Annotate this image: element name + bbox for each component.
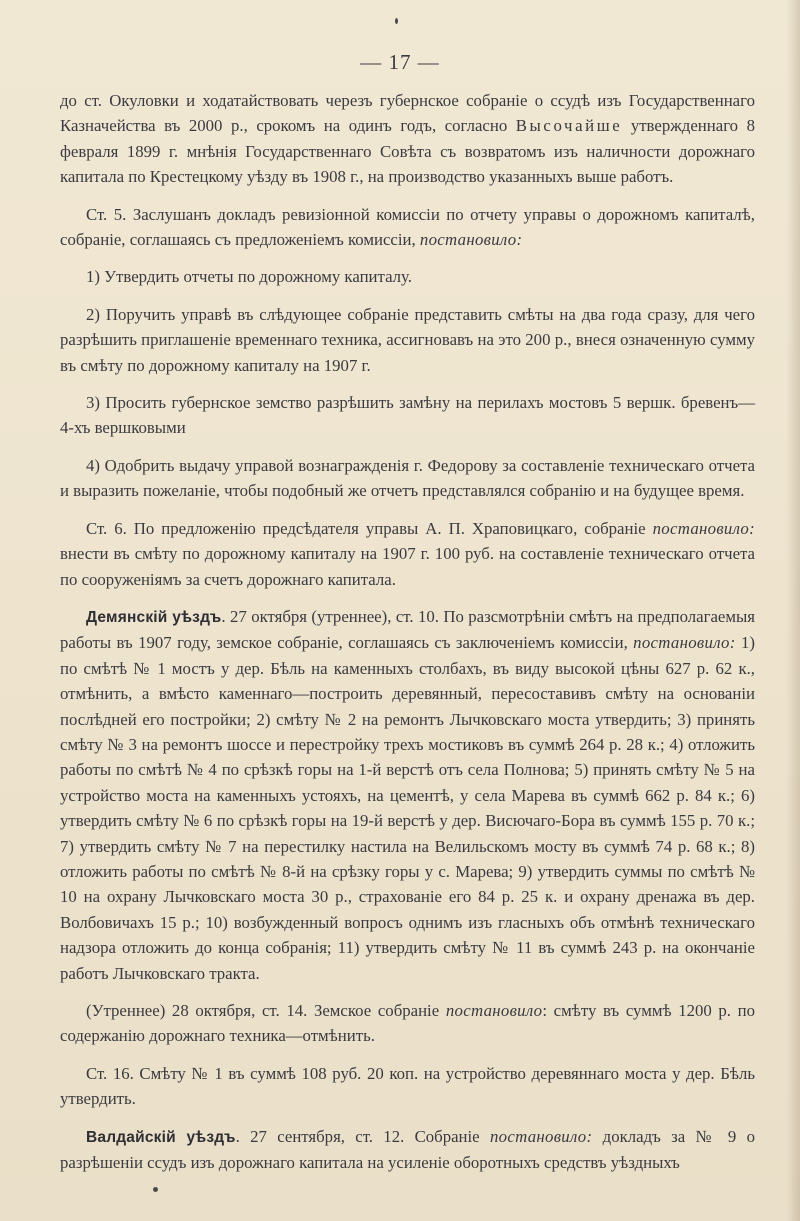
paragraph-text: : смѣту въ суммѣ 1200 р. по содержанію дорожнаго техника—отмѣнить. — [60, 1001, 755, 1046]
spaced-text: Высочайше — [515, 116, 623, 136]
paragraph-text: 1) по смѣтѣ № 1 мостъ у дер. Бѣль на каменныхъ столбахъ, въ виду высокой цѣны 627 р. 62 к., отмѣнить, а вмѣсто каменнаго—построить деревянный, пересоставивъ смѣту на основаніи послѣдней его постройки; 2) смѣту № 2 на ремонтъ Лычковскаго моста утвердить; 3) принять смѣту № 3 на ремонтъ шоссе и перестройку трехъ мостиковъ въ суммѣ 264 р. 28 к.; 4) отложить работы по смѣтѣ № 4 по срѣзкѣ горы на 1-й верстѣ отъ села Полнова; 5) принять смѣту № 5 на устройство моста на каменныхъ устояхъ, на цементѣ, у села Марева въ суммѣ 662 р. 84 к.; 6) утвердить смѣту № 6 по срѣзкѣ горы на 19-й верстѣ у дер. Висючаго-Бора въ суммѣ 155 р. 70 к.; 7) утвердить смѣту № 7 на перестилку настила на Велильскомъ мосту въ суммѣ 74 р. 68 к.; 8) отложить работы по смѣтѣ № 8-й на срѣзку горы у с. Марева; 9) утвердить суммы по смѣтѣ № 10 на охрану Лычковскаго моста 30 р., страхованіе его 84 р. 25 к. и охрану дренажа въ дер. Волбовичахъ 15 р.; 10) возбужденный вопросъ однимъ изъ гласныхъ объ отмѣнѣ техническаго надзора отложить до конца собранія; 11) утвердить смѣту № 11 въ суммѣ 243 р. на окончаніе работъ Лычковскаго тракта. — [60, 633, 755, 983]
paragraph — [60, 1061, 755, 1112]
emphasis-text: постановило: — [633, 633, 736, 653]
emphasis-text: постановило: — [489, 1126, 593, 1146]
paragraph-text: . 27 октября (утреннее), ст. 10. По разсмотрѣніи смѣтъ на предполагаемыя работы въ 1907 году, земское собраніе, соглашаясь съ заключеніемъ комиссіи, — [60, 606, 755, 653]
paragraph-text: . 27 сентября, ст. 12. Собраніе — [235, 1126, 490, 1146]
paragraph-text: (Утреннее) 28 октября, ст. 14. Земское собраніе — [86, 1001, 446, 1020]
paragraph — [60, 302, 755, 378]
paragraph — [60, 202, 755, 253]
paragraph-text: 3) Просить губернское земство разрѣшить замѣну на перилахъ мостовъ 5 вершк. бревенъ—4-хъ вершковыми — [60, 393, 755, 438]
emphasis-text: постановило: — [652, 518, 755, 538]
paragraph — [60, 453, 755, 504]
paragraph-text: внести въ смѣту по дорожному капиталу на 1907 г. 100 руб. на составленіе техническаго отчета по сооруженіямъ за счетъ дорожнаго капитала. — [60, 544, 755, 589]
paragraph-text: 1) Утвердить отчеты по дорожному капиталу. — [86, 267, 412, 287]
district-heading: Валдайскій уѣздъ — [86, 1128, 236, 1146]
paragraph — [60, 390, 755, 441]
page-body — [60, 88, 755, 1187]
paragraph-text: 4) Одобрить выдачу управой вознагражденія г. Федорову за составленіе техническаго отчета и выразить пожеланіе, чтобы подобный же отчетъ представлялся собранію и на будущее время. — [60, 455, 755, 501]
page-number: — 17 — — [360, 50, 440, 74]
district-heading: Демянскій уѣздъ — [86, 608, 222, 626]
print-speck — [153, 1187, 158, 1192]
paragraph — [60, 1124, 755, 1176]
emphasis-text: постановило: — [419, 230, 523, 250]
paragraph — [60, 604, 755, 986]
paragraph — [60, 88, 755, 190]
paragraph-text: Ст. 5. Заслушанъ докладъ ревизіонной комиссіи по отчету управы о дорожномъ капиталѣ, собраніе, соглашаясь съ предложеніемъ комиссіи, — [60, 204, 755, 250]
paragraph-text: Ст. 16. Смѣту № 1 въ суммѣ 108 руб. 20 коп. на устройство деревяннаго моста у дер. Бѣль утвердить. — [60, 1063, 755, 1109]
paragraph-text: 2) Поручить управѣ въ слѣдующее собраніе представить смѣты на два года сразу, для чего разрѣшить приглашеніе временнаго техника, ассигновавъ на это 200 р., внеся означенную сумму въ смѣту по дорожному капиталу на 1907 г. — [60, 304, 755, 375]
paragraph — [60, 516, 755, 592]
paragraph — [60, 264, 755, 289]
paragraph-text: докладъ за № 9 о разрѣшеніи ссудъ изъ дорожнаго капитала на усиленіе оборотныхъ средствъ уѣздныхъ — [60, 1126, 755, 1173]
paragraph-text: Ст. 6. По предложенію предсѣдателя управы А. П. Храповицкаго, собраніе — [86, 518, 653, 538]
page-edge-shadow — [786, 0, 800, 1221]
paragraph-text: до ст. Окуловки и ходатайствовать черезъ губернское собраніе о ссудѣ изъ Государственнаго Казначейства въ 2000 р., срокомъ на одинъ годъ, согласно — [60, 91, 755, 136]
print-speck — [395, 18, 398, 24]
emphasis-text: постановило — [445, 1001, 543, 1020]
paragraph-text: утвержденнаго 8 февраля 1899 г. мнѣнія Государственнаго Совѣта съ возвратомъ изъ наличности дорожнаго капитала по Крестецкому уѣзду въ 1908 г., на производство указанныхъ выше работъ. — [60, 116, 755, 187]
paragraph — [60, 998, 755, 1049]
